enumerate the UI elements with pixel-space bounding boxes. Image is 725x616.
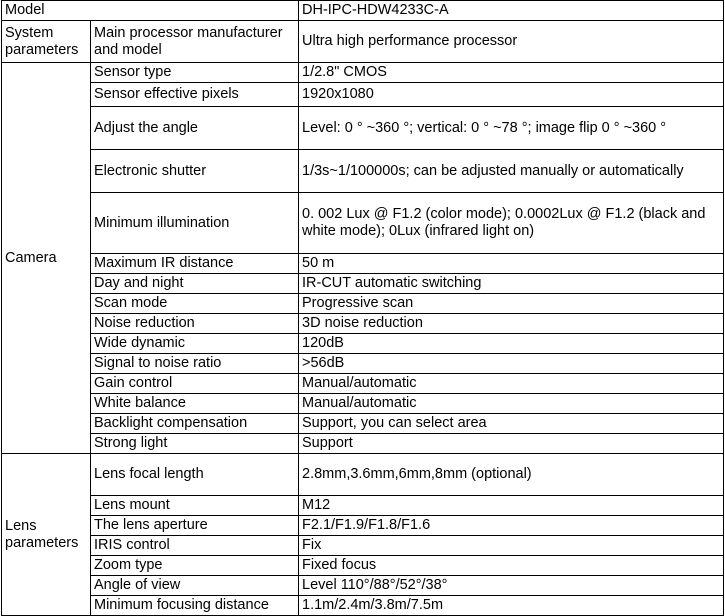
table-row — [2, 374, 724, 394]
param-cell: Lens mount — [91, 496, 299, 516]
value-cell: 3D noise reduction — [299, 314, 724, 334]
param-cell: Adjust the angle — [91, 107, 299, 150]
table-row — [2, 274, 724, 294]
category-cell: System parameters — [2, 21, 91, 63]
param-cell: Minimum illumination — [91, 193, 299, 254]
param-cell: IRIS control — [91, 536, 299, 556]
param-cell: Backlight compensation — [91, 414, 299, 434]
table-row — [2, 354, 724, 374]
value-cell: Support — [299, 434, 724, 454]
value-cell: 2.8mm,3.6mm,6mm,8mm (optional) — [299, 454, 724, 496]
value-cell: M12 — [299, 496, 724, 516]
table-row — [2, 83, 724, 107]
value-cell: Manual/automatic — [299, 394, 724, 414]
table-row — [2, 107, 724, 150]
table-row — [2, 414, 724, 434]
param-cell: Noise reduction — [91, 314, 299, 334]
param-cell: Scan mode — [91, 294, 299, 314]
param-cell: Electronic shutter — [91, 150, 299, 193]
param-cell: Zoom type — [91, 556, 299, 576]
value-cell: 1/2.8" CMOS — [299, 63, 724, 83]
value-cell: Level: 0 ° ~360 °; vertical: 0 ° ~78 °; image flip 0 ° ~360 ° — [299, 107, 724, 150]
param-cell: Maximum IR distance — [91, 254, 299, 274]
table-row — [2, 63, 724, 83]
table-row — [2, 576, 724, 596]
param-cell: Strong light — [91, 434, 299, 454]
value-cell: Manual/automatic — [299, 374, 724, 394]
value-cell: Fixed focus — [299, 556, 724, 576]
param-cell: Wide dynamic — [91, 334, 299, 354]
table-row — [2, 21, 724, 63]
table-row — [2, 254, 724, 274]
table-row — [2, 516, 724, 536]
table-row — [2, 536, 724, 556]
param-cell: White balance — [91, 394, 299, 414]
value-cell: 1.1m/2.4m/3.8m/7.5m — [299, 596, 724, 616]
table-row — [2, 596, 724, 616]
table-row — [2, 496, 724, 516]
table-row — [2, 334, 724, 354]
param-cell: Lens focal length — [91, 454, 299, 496]
param-cell: Sensor effective pixels — [91, 83, 299, 107]
param-cell: Minimum focusing distance — [91, 596, 299, 616]
table-row — [2, 150, 724, 193]
value-cell: DH-IPC-HDW4233C-A — [299, 1, 724, 21]
param-cell: Angle of view — [91, 576, 299, 596]
param-cell: Main processor manufacturer and model — [91, 21, 299, 63]
table-row — [2, 314, 724, 334]
value-cell: Ultra high performance processor — [299, 21, 724, 63]
value-cell: 50 m — [299, 254, 724, 274]
category-cell: Lens parameters — [2, 454, 91, 616]
category-cell: Camera — [2, 63, 91, 454]
value-cell: Support, you can select area — [299, 414, 724, 434]
table-row — [2, 193, 724, 254]
table-row — [2, 454, 724, 496]
value-cell: Level 110°/88°/52°/38° — [299, 576, 724, 596]
table-row — [2, 1, 724, 21]
value-cell: 120dB — [299, 334, 724, 354]
param-cell: Gain control — [91, 374, 299, 394]
table-row — [2, 294, 724, 314]
value-cell: F2.1/F1.9/F1.8/F1.6 — [299, 516, 724, 536]
param-cell: Signal to noise ratio — [91, 354, 299, 374]
param-cell: Day and night — [91, 274, 299, 294]
param-cell: The lens aperture — [91, 516, 299, 536]
value-cell: IR-CUT automatic switching — [299, 274, 724, 294]
table-row — [2, 556, 724, 576]
spec-table — [1, 0, 724, 616]
value-cell: Progressive scan — [299, 294, 724, 314]
value-cell: >56dB — [299, 354, 724, 374]
category-cell: Model — [2, 1, 299, 21]
value-cell: 1/3s~1/100000s; can be adjusted manually or automatically — [299, 150, 724, 193]
param-cell: Sensor type — [91, 63, 299, 83]
value-cell: Fix — [299, 536, 724, 556]
value-cell: 0. 002 Lux @ F1.2 (color mode); 0.0002Lux @ F1.2 (black and white mode); 0Lux (infrared light on) — [299, 193, 724, 254]
table-row — [2, 434, 724, 454]
value-cell: 1920x1080 — [299, 83, 724, 107]
table-row — [2, 394, 724, 414]
